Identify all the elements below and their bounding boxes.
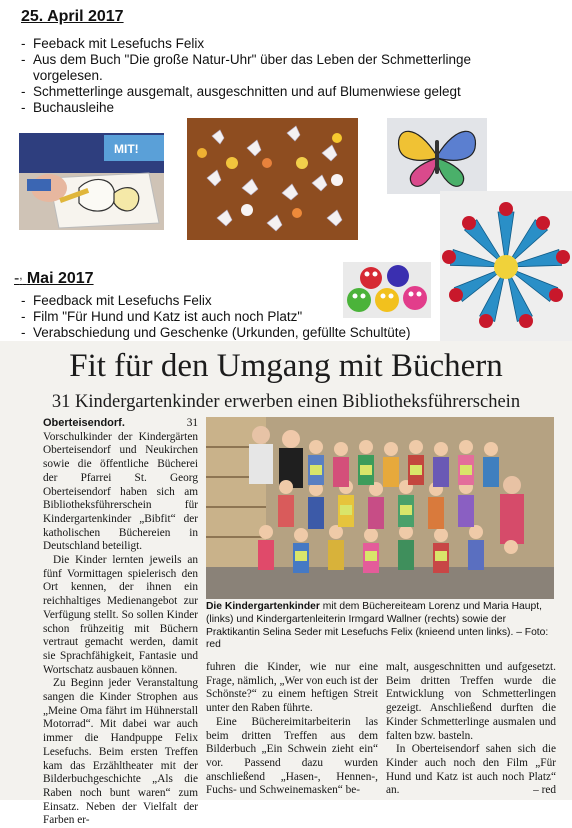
may-date-text: Mai 2017 — [26, 270, 94, 287]
may-activity-list — [21, 293, 491, 341]
article-paragraph: Oberteisendorf. 31 Vorschulkinder der Kindergärten Oberteisendorf und Neukirchen sowie die öffentliche Bücherei der Pfarrei St. Georg Oberteisendorf haben sich am Bibliotheksführerschein für Kindergartenkinder „Bibfit“ der katholischen Büchereien in Deutschland beteiligt. — [43, 417, 198, 553]
april-date-heading: 25. April 2017 — [21, 8, 124, 25]
banner-text: MIT! — [114, 142, 139, 156]
article-column-1 — [43, 417, 198, 828]
list-item: - Aus dem Buch "Die große Natur-Uhr" über das Leben der Schmetterlinge vorgelesen. — [21, 52, 488, 84]
list-item: - Verabschiedung und Geschenke (Urkunden, gefüllte Schultüte) — [21, 325, 491, 341]
article-column-3 — [386, 661, 556, 798]
list-item: - Buchausleihe — [21, 100, 491, 116]
april-activity-list — [21, 36, 491, 116]
article-paragraph: malt, ausgeschnitten und aufgesetzt. Beim dritten Treffen wurde die Entwicklung von Schmetterlingen gezeigt. Anschließend durften die Kinder Schmetterlinge ausmalen und falten bzw. basteln. — [386, 661, 556, 742]
photo-kindergarten-group — [206, 417, 554, 599]
article-headline: Fit für den Umgang mit Büchern — [69, 348, 503, 384]
article-paragraph: Eine Büchereimitarbeiterin las beim dritten Treffen aus dem Bilderbuch „Ein Schwein zieht ein“ vor. Passend dazu wurden anschließend „Hasen-, Hennen-, Fuchs- und Schweinemasken“ be- — [206, 715, 378, 797]
author-signature: – red — [533, 784, 556, 797]
newspaper-clipping — [0, 341, 572, 827]
article-column-2 — [206, 661, 378, 798]
list-item: - Film "Für Hund und Katz ist auch noch Platz" — [21, 309, 491, 325]
article-paragraph: Zu Beginn jeder Veranstaltung sangen die Kinder Strophen aus „Meine Oma fährt im Hühnerstall Motorrad“. Mit dabei war auch immer die Handpuppe Felix Lesefuchs. Beim ersten Treffen kam das Erzähltheater mit der Bilderbuchgeschichte „Als die Raben noch bunt waren“ zum Einsatz. Neben der Vielfalt der Farben er- — [43, 677, 198, 827]
photo-child-coloring — [19, 133, 164, 230]
list-item: - Schmetterlinge ausgemalt, ausgeschnitten und auf Blumenwiese gelegt — [21, 84, 491, 100]
may-date-heading: -, Mai 2017 — [14, 270, 94, 287]
photo-colorful-butterfly — [387, 118, 487, 194]
photo-caption — [206, 601, 556, 652]
list-item: - Feedback mit Lesefuchs Felix — [21, 293, 491, 309]
caption-text: mit dem Büchereiteam Lorenz und Maria Haupt, (links) und Kindergartenleiterin Irmgard Wallner (rechts) sowie der Praktikantin Selina Seder mit Lesefuchs Felix (knieend unten links). – Foto: red — [206, 601, 549, 651]
article-paragraph: Die Kinder lernten jeweils an fünf Vormittagen spielerisch den Ort kennen, der ihnen ein reichhaltiges Medienangebot zur Verfügung stellt. So sollen Kinder schon frühzeitig mit Büchern vertraut gemacht werden, damit sie Sprachfähigkeit, Fantasie und Wortschatz ausbauen können. — [43, 554, 198, 676]
list-item: - Feeback mit Lesefuchs Felix — [21, 36, 491, 52]
dateline: Oberteisendorf. — [43, 417, 125, 429]
article-paragraph: In Oberteisendorf sahen sich die Kinder auch noch den Film „Für Hund und Katz ist auch noch Platz“ an. – red — [386, 743, 556, 797]
photo-butterfly-meadow — [187, 118, 358, 240]
article-paragraph: fuhren die Kinder, wie nur eine Frage, nämlich, „Wer von euch ist der Schönste?“ zu einem heftigen Streit unter den Raben führte. — [206, 661, 378, 715]
caption-lead: Die Kindergartenkinder — [206, 601, 320, 612]
article-subheadline: 31 Kindergartenkinder erwerben einen Bibliotheksführerschein — [51, 392, 521, 412]
